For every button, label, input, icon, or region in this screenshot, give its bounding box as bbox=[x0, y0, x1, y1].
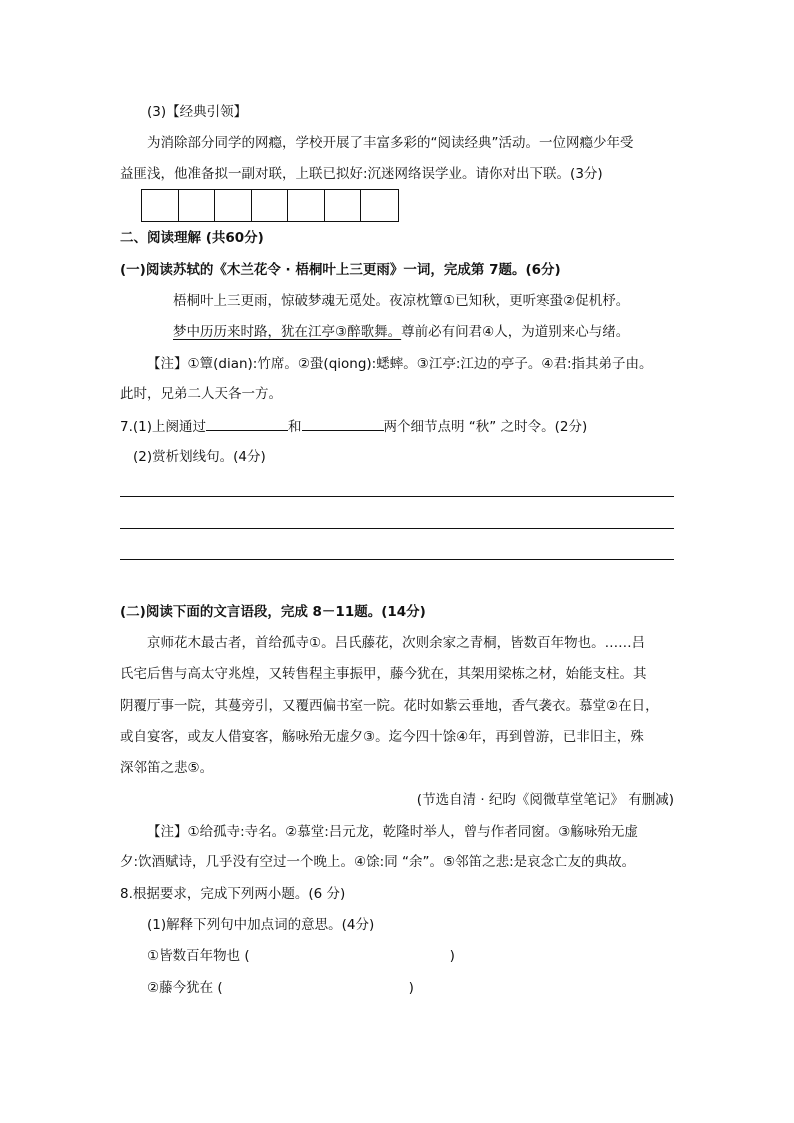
answer-line[interactable] bbox=[120, 559, 674, 560]
answer-cell[interactable] bbox=[142, 190, 179, 221]
question-8: 8.根据要求，完成下列两小题。(6 分) bbox=[120, 886, 346, 902]
poem-note-line-1: 【注】①簟(dian):竹席。②蛩(qiong):蟋蟀。③江亭:江边的亭子。④君:指其弟子由。 bbox=[147, 356, 653, 372]
answer-cell[interactable] bbox=[215, 190, 252, 221]
prose-section-heading: (二)阅读下面的文言语段，完成 8－11题。(14分) bbox=[120, 604, 426, 620]
section-3-paragraph-line-1: 为消除部分同学的网瘾，学校开展了丰富多彩的“阅读经典”活动。一位网瘾少年受 bbox=[147, 135, 634, 151]
prose-note-line-2: 夕:饮酒赋诗，几乎没有空过一个晚上。④馀:同 “余”。⑤邻笛之悲:是哀念亡友的典故。 bbox=[120, 854, 636, 870]
question-8-item-a bbox=[147, 947, 455, 965]
question-7-1 bbox=[120, 416, 587, 436]
answer-cell[interactable] bbox=[179, 190, 216, 221]
question-8-item-b bbox=[147, 979, 414, 997]
close-paren-b: ) bbox=[408, 980, 414, 996]
question-8-1: (1)解释下列句中加点词的意思。(4分) bbox=[147, 917, 375, 933]
question-8-item-b-text: ②藤今犹在 ( bbox=[147, 980, 223, 996]
poem-section-heading: (一)阅读苏轼的《木兰花令 · 梧桐叶上三更雨》一词，完成第 7题。(6分) bbox=[120, 262, 561, 278]
answer-blank-2[interactable] bbox=[302, 416, 384, 431]
answer-cell[interactable] bbox=[361, 190, 398, 221]
poem-line-1: 梧桐叶上三更雨，惊破梦魂无觅处。夜凉枕簟①已知秋，更听寒蛩②促机杼。 bbox=[173, 293, 630, 309]
question-7-2: (2)赏析划线句。(4分) bbox=[133, 449, 266, 465]
prose-source: (节选自清 · 纪昀《阅微草堂笔记》 有删减) bbox=[416, 792, 674, 808]
answer-line[interactable] bbox=[120, 496, 674, 497]
answer-cell[interactable] bbox=[288, 190, 325, 221]
section-3-heading: (3)【经典引领】 bbox=[147, 104, 248, 120]
answer-cell[interactable] bbox=[325, 190, 362, 221]
prose-line-2: 氏宅后售与高太守兆煌，又转售程主事振甲，藤今犹在，其架用梁栋之材，始能支柱。其 bbox=[120, 666, 647, 682]
couplet-answer-grid[interactable] bbox=[141, 189, 399, 222]
question-7-1-suffix: 两个细节点明 “秋” 之时令。(2分) bbox=[383, 419, 588, 435]
prose-line-1: 京师花木最古者，首给孤寺①。吕氏藤花，次则余家之青桐，皆数百年物也。……吕 bbox=[147, 635, 646, 651]
poem-note-line-2: 此时，兄弟二人天各一方。 bbox=[120, 386, 282, 402]
prose-line-3: 阴覆厅事一院，其蔓旁引，又覆西偏书室一院。花时如紫云垂地，香气袭衣。慕堂②在日， bbox=[120, 698, 659, 714]
answer-cell[interactable] bbox=[252, 190, 289, 221]
prose-line-5: 深邻笛之悲⑤。 bbox=[120, 760, 214, 776]
part-2-heading: 二、阅读理解 (共60分) bbox=[120, 230, 264, 246]
answer-line[interactable] bbox=[120, 528, 674, 529]
answer-blank-1[interactable] bbox=[206, 416, 288, 431]
question-7-1-connector: 和 bbox=[288, 419, 302, 435]
question-8-item-a-text: ①皆数百年物也 ( bbox=[147, 948, 250, 964]
underlined-verse: 梦中历历来时路，犹在江亭③醉歌舞。 bbox=[173, 324, 402, 340]
prose-line-4: 或自宴客，或友人借宴客，觞咏殆无虚夕③。迄今四十馀④年，再到曾游，已非旧主，殊 bbox=[120, 729, 644, 745]
poem-line-2-rest: 尊前必有问君④人，为道别来心与绪。 bbox=[401, 324, 630, 340]
poem-line-2 bbox=[173, 323, 629, 341]
question-7-1-prefix: 7.(1)上阕通过 bbox=[120, 419, 207, 435]
section-3-paragraph-line-2: 益匪浅，他准备拟一副对联，上联已拟好:沉迷网络误学业。请你对出下联。(3分) bbox=[120, 166, 603, 182]
close-paren-a: ) bbox=[449, 948, 455, 964]
prose-note-line-1: 【注】①给孤寺:寺名。②慕堂:吕元龙，乾隆时举人，曾与作者同窗。③觞咏殆无虚 bbox=[147, 824, 638, 840]
